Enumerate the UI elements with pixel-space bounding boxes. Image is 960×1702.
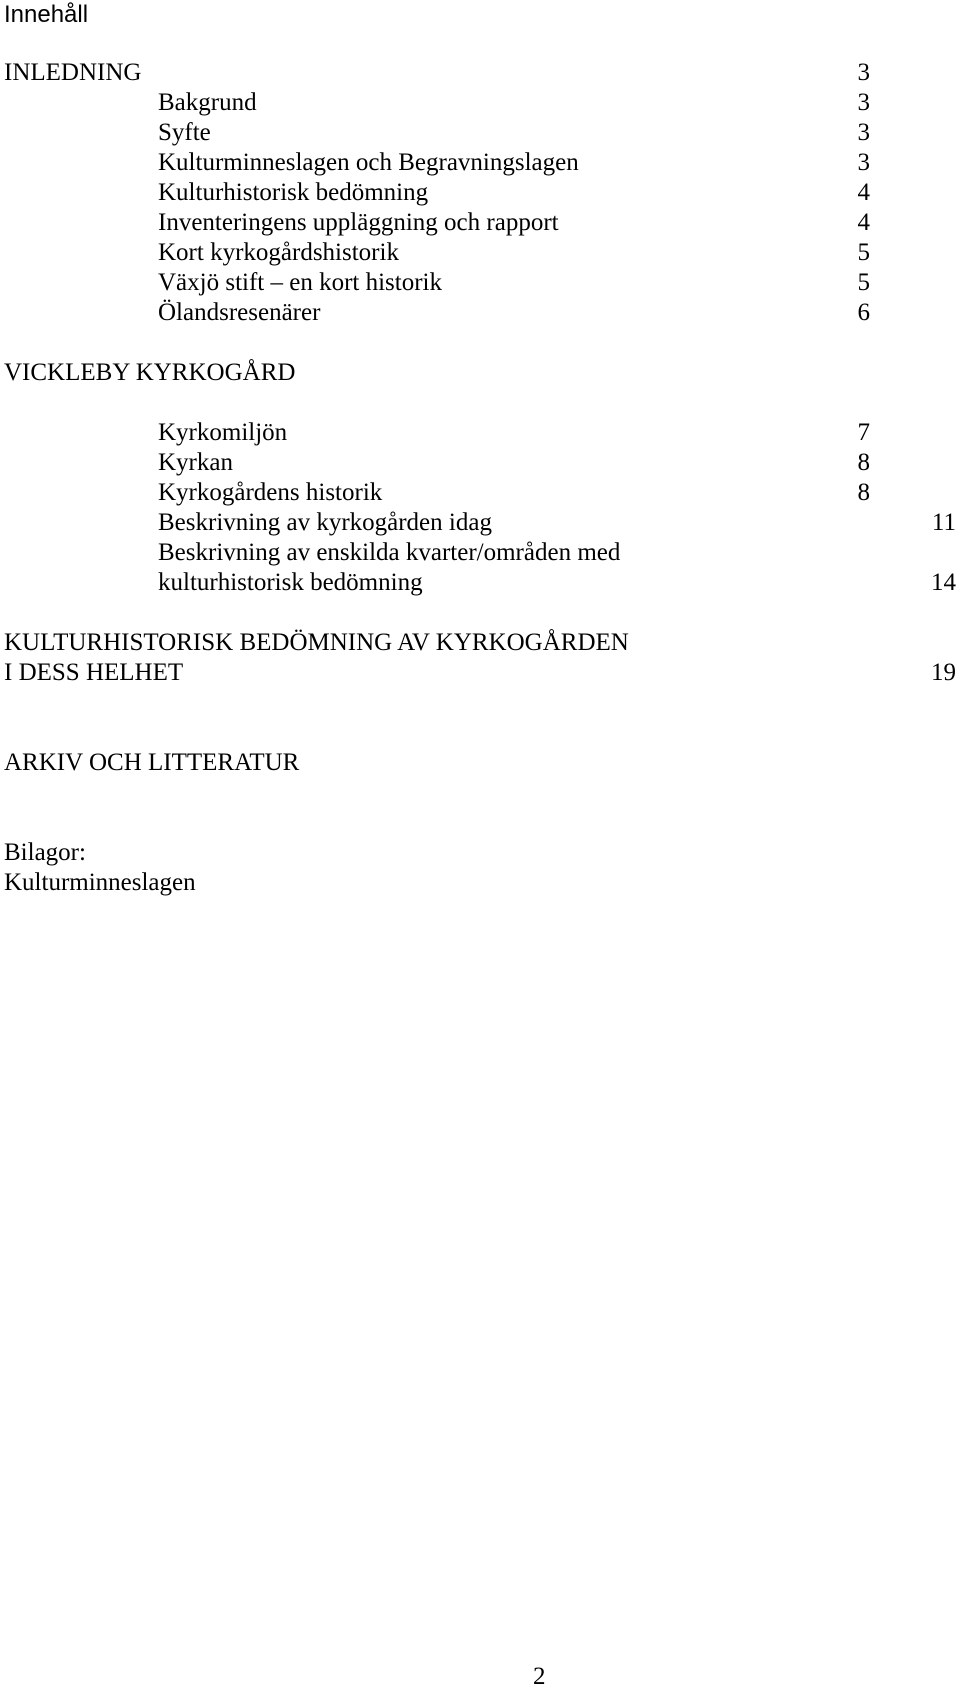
toc-heading-arkiv: ARKIV OCH LITTERATUR [4, 749, 300, 776]
toc-item-syfte: Syfte [158, 119, 211, 146]
toc-item-kort-kyrkogardshistorik: Kort kyrkogårdshistorik [158, 239, 399, 266]
appendix-item: Kulturminneslagen [4, 869, 196, 896]
toc-page: 4 [857, 209, 870, 236]
toc-item-beskrivning-kvarter-cont: kulturhistorisk bedömning [158, 569, 423, 596]
appendix-label: Bilagor: [4, 839, 86, 866]
toc-page: 5 [857, 239, 870, 266]
toc-page: 11 [931, 509, 956, 536]
toc-page: 19 [931, 659, 956, 686]
toc-page: 4 [857, 179, 870, 206]
toc-page: 3 [857, 89, 870, 116]
toc-page: 3 [857, 119, 870, 146]
toc-page: 7 [857, 419, 870, 446]
toc-item-inventeringens: Inventeringens uppläggning och rapport [158, 209, 559, 236]
toc-heading-kulturhistorisk-cont: I DESS HELHET [4, 659, 184, 686]
toc-item-beskrivning-idag: Beskrivning av kyrkogården idag [158, 509, 492, 536]
toc-item-bakgrund: Bakgrund [158, 89, 257, 116]
toc-page: 3 [857, 149, 870, 176]
toc-page: 5 [857, 269, 870, 296]
toc-page: 14 [931, 569, 956, 596]
toc-item-kyrkogardens-historik: Kyrkogårdens historik [158, 479, 383, 506]
toc-item-vaxjo-stift: Växjö stift – en kort historik [158, 269, 442, 296]
toc-item-olandsresenarer: Ölandsresenärer [158, 299, 321, 326]
page-number: 2 [533, 1663, 546, 1690]
toc-heading-vickleby: VICKLEBY KYRKOGÅRD [4, 359, 296, 386]
toc-item-kulturhistorisk-bedomning: Kulturhistorisk bedömning [158, 179, 429, 206]
page-title: Innehåll [4, 1, 89, 28]
toc-item-kyrkomiljon: Kyrkomiljön [158, 419, 288, 446]
toc-page: 6 [857, 299, 870, 326]
toc-page-inledning: 3 [857, 59, 870, 86]
toc-item-kyrkan: Kyrkan [158, 449, 233, 476]
toc-item-beskrivning-kvarter: Beskrivning av enskilda kvarter/områden med [158, 539, 621, 566]
toc-heading-inledning: INLEDNING [4, 59, 142, 86]
toc-item-kulturminneslagen: Kulturminneslagen och Begravningslagen [158, 149, 579, 176]
toc-page: 8 [857, 479, 870, 506]
toc-heading-kulturhistorisk: KULTURHISTORISK BEDÖMNING AV KYRKOGÅRDEN [4, 629, 629, 656]
toc-page: 8 [857, 449, 870, 476]
